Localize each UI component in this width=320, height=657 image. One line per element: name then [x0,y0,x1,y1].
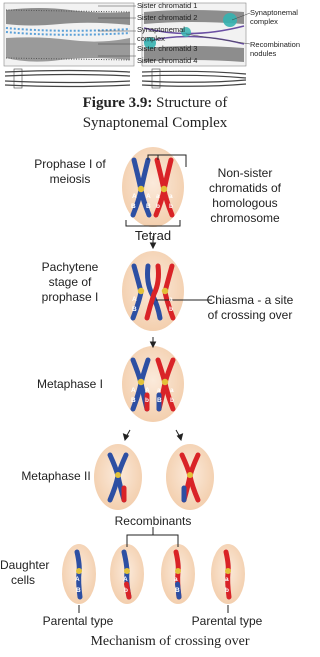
recombinants-label: Recombinants [114,514,192,528]
allele: b [170,397,174,404]
allele: A [123,576,128,583]
chiasma-label: Chiasma - a site of crossing over [206,293,294,322]
allele: b [169,306,173,313]
label-synaptonemal-complex-right: Synaptonemal complex [250,8,298,26]
stage-label-metaphase2: Metaphase II [21,469,91,483]
label-synaptonemal-complex-left: Synaptonemal complex [137,25,185,43]
allele: a [170,387,174,394]
parental-right-label: Parental type [191,614,263,628]
allele: B [131,203,136,210]
stage-label-daughter: Daughter cells [0,558,50,587]
label-sister-chromatid-2: Sister chromatid 2 [137,13,198,22]
stage-label-prophase: Prophase I of meiosis [34,157,106,186]
parental-left-label: Parental type [42,614,114,628]
allele: a [169,193,173,200]
diagram-caption: Mechanism of crossing over [90,634,250,649]
tetrad-label: Tetrad [134,228,172,243]
allele: a [169,296,173,303]
label-sister-chromatid-4: Sister chromatid 4 [137,56,198,65]
allele: a [174,576,178,583]
allele: A [132,193,137,200]
allele: A [132,296,137,303]
label-sister-chromatid-1: Sister chromatid 1 [137,1,198,10]
allele: b [124,587,128,594]
allele: B [157,397,162,404]
allele: B [76,587,81,594]
label-recombination-nodules: Recombination nodules [250,40,301,58]
allele: a [225,576,229,583]
allele: A [146,193,151,200]
allele: b [169,203,173,210]
allele: b [145,397,149,404]
allele: B [132,306,137,313]
figure-number: Figure 3.9: [82,95,153,111]
allele: a [157,387,161,394]
allele: b [156,203,160,210]
figure-title: Structure of Synaptonemal Complex [82,95,228,131]
allele: A [75,576,80,583]
allele: A [145,387,150,394]
non-sister-label: Non-sister chromatids of homologous chromosome [208,166,282,225]
allele: b [225,587,229,594]
label-sister-chromatid-3: Sister chromatid 3 [137,44,198,53]
allele: B [146,203,151,210]
allele: a [156,193,160,200]
stage-label-pachytene: Pachytene stage of prophase I [41,260,99,304]
allele: B [175,587,180,594]
allele: A [131,387,136,394]
stage-label-metaphase1: Metaphase I [36,377,104,391]
allele: B [131,397,136,404]
